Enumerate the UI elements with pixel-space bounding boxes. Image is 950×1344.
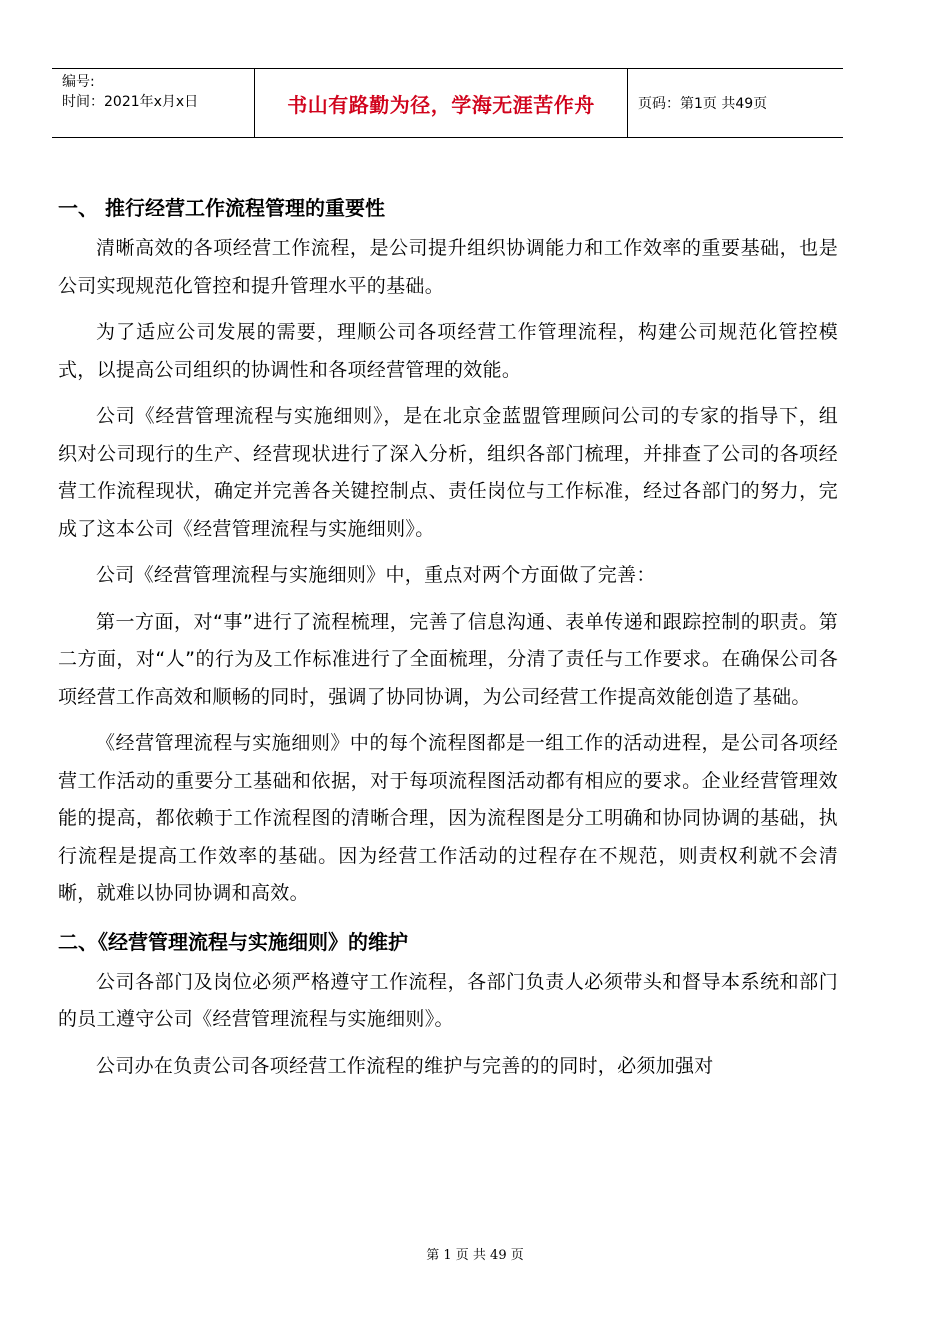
paragraph: 公司办在负责公司各项经营工作流程的维护与完善的的同时，必须加强对 bbox=[96, 1054, 714, 1077]
header-meta bbox=[52, 69, 255, 137]
document-date: 时间：2021年x月x日 bbox=[62, 94, 199, 110]
header-page-number: 页码：第1页 共49页 bbox=[638, 96, 768, 112]
document-body bbox=[58, 188, 838, 1094]
paragraph: 为了适应公司发展的需要，理顺公司各项经营工作管理流程，构建公司规范化管控模式，以提高公司组织的协调性和各项经营管理的效能。 bbox=[58, 321, 838, 381]
paragraph: 公司《经营管理流程与实施细则》中，重点对两个方面做了完善： bbox=[96, 564, 656, 586]
paragraph: 公司《经营管理流程与实施细则》，是在北京金蓝盟管理顾问公司的专家的指导下，组织对公司现行的生产、经营现状进行了深入分析，组织各部门梳理，并排查了公司的各项经营工作流程现状，确定并完善各关键控制点、责任岗位与工作标准，经过各部门的努力，完成了这本公司《经营管理流程与实施细则》。 bbox=[58, 405, 838, 540]
page-footer: 第 1 页 共 49 页 bbox=[426, 1248, 524, 1263]
paragraph: 公司各部门及岗位必须严格遵守工作流程，各部门负责人必须带头和督导本系统和部门的员工遵守公司《经营管理流程与实施细则》。 bbox=[58, 970, 838, 1030]
header-motto: 书山有路勤为径，学海无涯苦作舟 bbox=[255, 69, 628, 137]
paragraph: 第一方面，对“事”进行了流程梳理，完善了信息沟通、表单传递和跟踪控制的职责。第二方面，对“人”的行为及工作标准进行了全面梳理，分清了责任与工作要求。在确保公司各项经营工作高效和顺畅的同时，强调了协同协调，为公司经营工作提高效能创造了基础。 bbox=[58, 610, 838, 708]
paragraph: 清晰高效的各项经营工作流程，是公司提升组织协调能力和工作效率的重要基础，也是公司实现规范化管控和提升管理水平的基础。 bbox=[58, 237, 838, 297]
paragraph: 《经营管理流程与实施细则》中的每个流程图都是一组工作的活动进程，是公司各项经营工作活动的重要分工基础和依据，对于每项流程图活动都有相应的要求。企业经营管理效能的提高，都依赖于工作流程图的清晰合理，因为流程图是分工明确和协同协调的基础，执行流程是提高工作效率的基础。因为经营工作活动的过程存在不规范，则责权利就不会清晰，就难以协同协调和高效。 bbox=[58, 732, 838, 904]
document-number-label: 编号: bbox=[62, 74, 95, 90]
page-header bbox=[52, 68, 843, 138]
section-heading-1: 一、 推行经营工作流程管理的重要性 bbox=[58, 196, 385, 220]
section-heading-2: 二、《经营管理流程与实施细则》的维护 bbox=[58, 929, 408, 954]
